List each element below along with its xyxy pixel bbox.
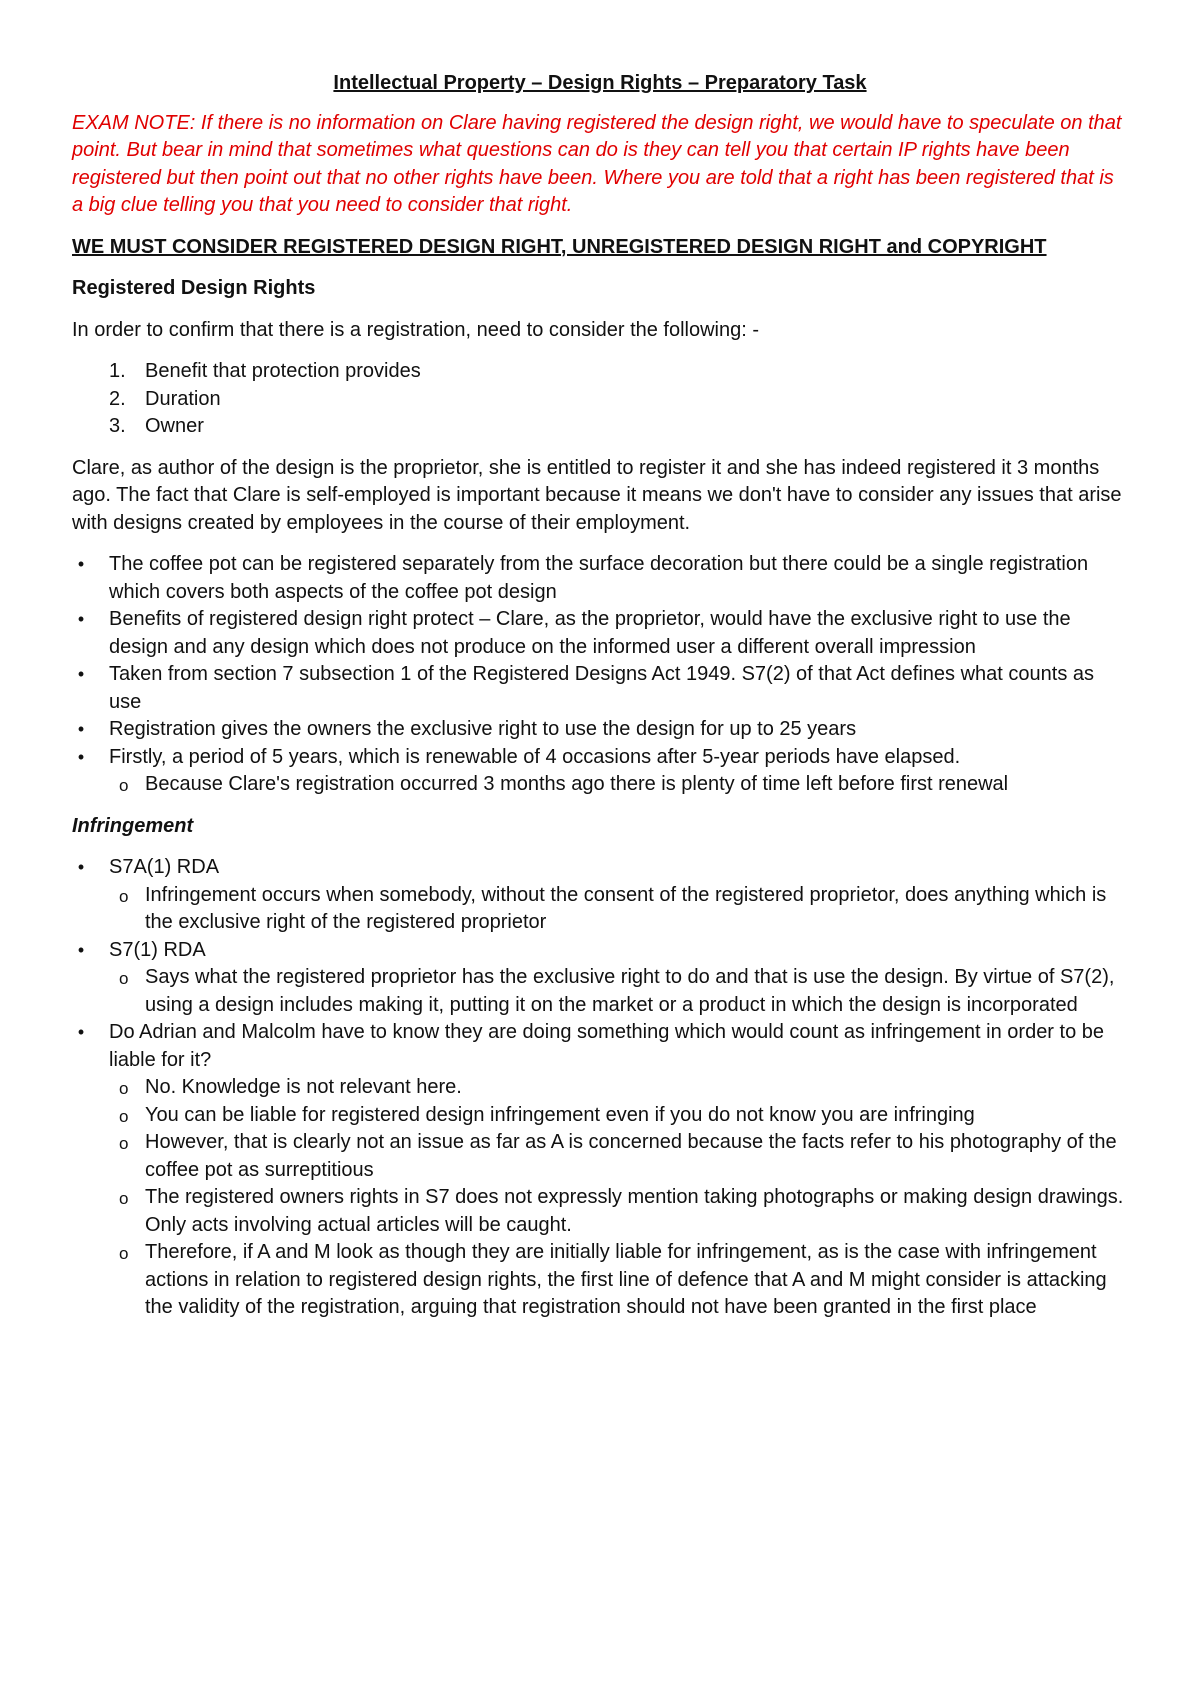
- list-number: 2.: [109, 387, 126, 410]
- bullet-item: [72, 551, 1128, 606]
- bullet-text: Taken from section 7 subsection 1 of the Registered Designs Act 1949. S7(2) of that Act defines what counts as use: [109, 663, 1094, 713]
- sub-bullet-item: [72, 882, 1128, 937]
- sub-bullet-text: However, that is clearly not an issue as far as A is concerned because the facts refer to his photography of the coffee pot as surreptitious: [145, 1131, 1117, 1181]
- bullet-icon: •: [77, 746, 85, 767]
- bullet-text: Registration gives the owners the exclusive right to use the design for up to 25 years: [109, 718, 857, 740]
- sub-bullet-icon: o: [119, 1079, 129, 1098]
- numbered-item-text: Duration: [145, 387, 221, 410]
- sub-bullet-list: [109, 771, 1128, 799]
- sub-bullet-text: The registered owners rights in S7 does not expressly mention taking photographs or making design drawings. Only acts involving actual articles will be caught.: [145, 1186, 1124, 1236]
- document-title: Intellectual Property – Design Rights – Preparatory Task: [333, 72, 867, 94]
- sub-bullet-list: [109, 1074, 1128, 1322]
- bullet-item: [72, 606, 1128, 661]
- sub-bullet-item: [72, 964, 1128, 1019]
- sub-bullet-list: [109, 964, 1128, 1019]
- sub-bullet-item: [72, 1074, 1128, 1102]
- bullet-icon: •: [77, 1022, 85, 1042]
- sub-bullet-icon: o: [119, 886, 129, 906]
- sub-bullet-icon: o: [119, 1189, 129, 1208]
- infringement-heading: Infringement: [72, 814, 194, 837]
- bullet-icon: •: [77, 609, 85, 629]
- exam-note-text: EXAM NOTE: If there is no information on Clare having registered the design right, we would have to speculate on that point. But bear in mind that sometimes what questions can do is they can tell you that certain IP rights have been registered but then point out that no other rights have been. Where you are told that a right has been registered that is a big clue telling you that you need to consider that right.: [72, 111, 1122, 216]
- sub-bullet-icon: o: [119, 969, 129, 988]
- sub-bullet-text: Says what the registered proprietor has the exclusive right to do and that is use the design. By virtue of S7(2), using a design includes making it, putting it on the market or a product in which the design is incorporated: [145, 966, 1115, 1016]
- numbered-item: [72, 386, 1128, 414]
- bullet-text: Benefits of registered design right protect – Clare, as the proprietor, would have the exclusive right to use the design and any design which does not produce on the informed user a different overall impression: [109, 608, 1071, 658]
- sub-bullet-text: No. Knowledge is not relevant here.: [145, 1076, 462, 1098]
- bullet-text: S7A(1) RDA: [109, 856, 220, 878]
- sub-bullet-icon: o: [119, 1106, 129, 1126]
- exam-note: [72, 110, 1128, 220]
- sub-bullet-item: [72, 1102, 1128, 1130]
- numbered-item: [72, 413, 1128, 441]
- bullet-icon: •: [77, 719, 85, 739]
- registered-design-rights-heading: Registered Design Rights: [72, 277, 316, 299]
- sub-bullet-item: [72, 771, 1128, 799]
- bullet-text: S7(1) RDA: [109, 938, 206, 961]
- proprietor-paragraph: Clare, as author of the design is the proprietor, she is entitled to register it and she has indeed registered it 3 months ago. The fact that Clare is self-employed is important because it means we don't have to consider any issues that arise with designs created by employees in the course of their employment.: [72, 456, 1122, 534]
- bullet-item: [72, 661, 1128, 716]
- bullet-item: [72, 937, 1128, 1020]
- sub-bullet-icon: o: [119, 1134, 129, 1153]
- consideration-numbered-list: [72, 358, 1128, 441]
- bullet-text: Firstly, a period of 5 years, which is renewable of 4 occasions after 5-year periods have elapsed.: [109, 745, 961, 768]
- list-number: 3.: [109, 415, 126, 437]
- sub-bullet-text: Because Clare's registration occurred 3 months ago there is plenty of time left before first renewal: [145, 773, 1009, 795]
- bullet-icon: •: [77, 554, 85, 574]
- consider-rights-heading: WE MUST CONSIDER REGISTERED DESIGN RIGHT, UNREGISTERED DESIGN RIGHT and COPYRIGHT: [72, 235, 1047, 258]
- registered-intro-paragraph: In order to confirm that there is a registration, need to consider the following: -: [72, 318, 760, 341]
- sub-bullet-text: You can be liable for registered design infringement even if you do not know you are infringing: [145, 1103, 975, 1126]
- numbered-item-text: Benefit that protection provides: [145, 360, 421, 382]
- bullet-item: [72, 1019, 1128, 1322]
- bullet-icon: •: [77, 857, 85, 877]
- sub-bullet-list: [109, 882, 1128, 937]
- sub-bullet-item: [72, 1239, 1128, 1322]
- infringement-bullet-list: [72, 854, 1128, 1322]
- bullet-item: [72, 854, 1128, 937]
- bullet-icon: •: [77, 939, 85, 960]
- bullet-icon: •: [77, 664, 85, 684]
- sub-bullet-icon: o: [119, 1244, 129, 1263]
- sub-bullet-text: Infringement occurs when somebody, without the consent of the registered proprietor, does anything which is the exclusive right of the registered proprietor: [145, 883, 1107, 933]
- sub-bullet-icon: o: [119, 776, 129, 795]
- sub-bullet-item: [72, 1184, 1128, 1239]
- numbered-item-text: Owner: [145, 415, 204, 437]
- bullet-item: [72, 716, 1128, 744]
- bullet-item: [72, 744, 1128, 799]
- registered-bullet-list: [72, 551, 1128, 799]
- sub-bullet-text: Therefore, if A and M look as though they are initially liable for infringement, as is the case with infringement actions in relation to registered design rights, the first line of defence that A and M might consider is attacking the validity of the registration, arguing that registration should not have been granted in the first place: [145, 1241, 1107, 1318]
- numbered-item: [72, 358, 1128, 386]
- list-number: 1.: [109, 360, 126, 382]
- bullet-text: The coffee pot can be registered separately from the surface decoration but there could be a single registration which covers both aspects of the coffee pot design: [109, 553, 1089, 603]
- sub-bullet-item: [72, 1129, 1128, 1184]
- bullet-text: Do Adrian and Malcolm have to know they are doing something which would count as infringement in order to be liable for it?: [109, 1021, 1105, 1071]
